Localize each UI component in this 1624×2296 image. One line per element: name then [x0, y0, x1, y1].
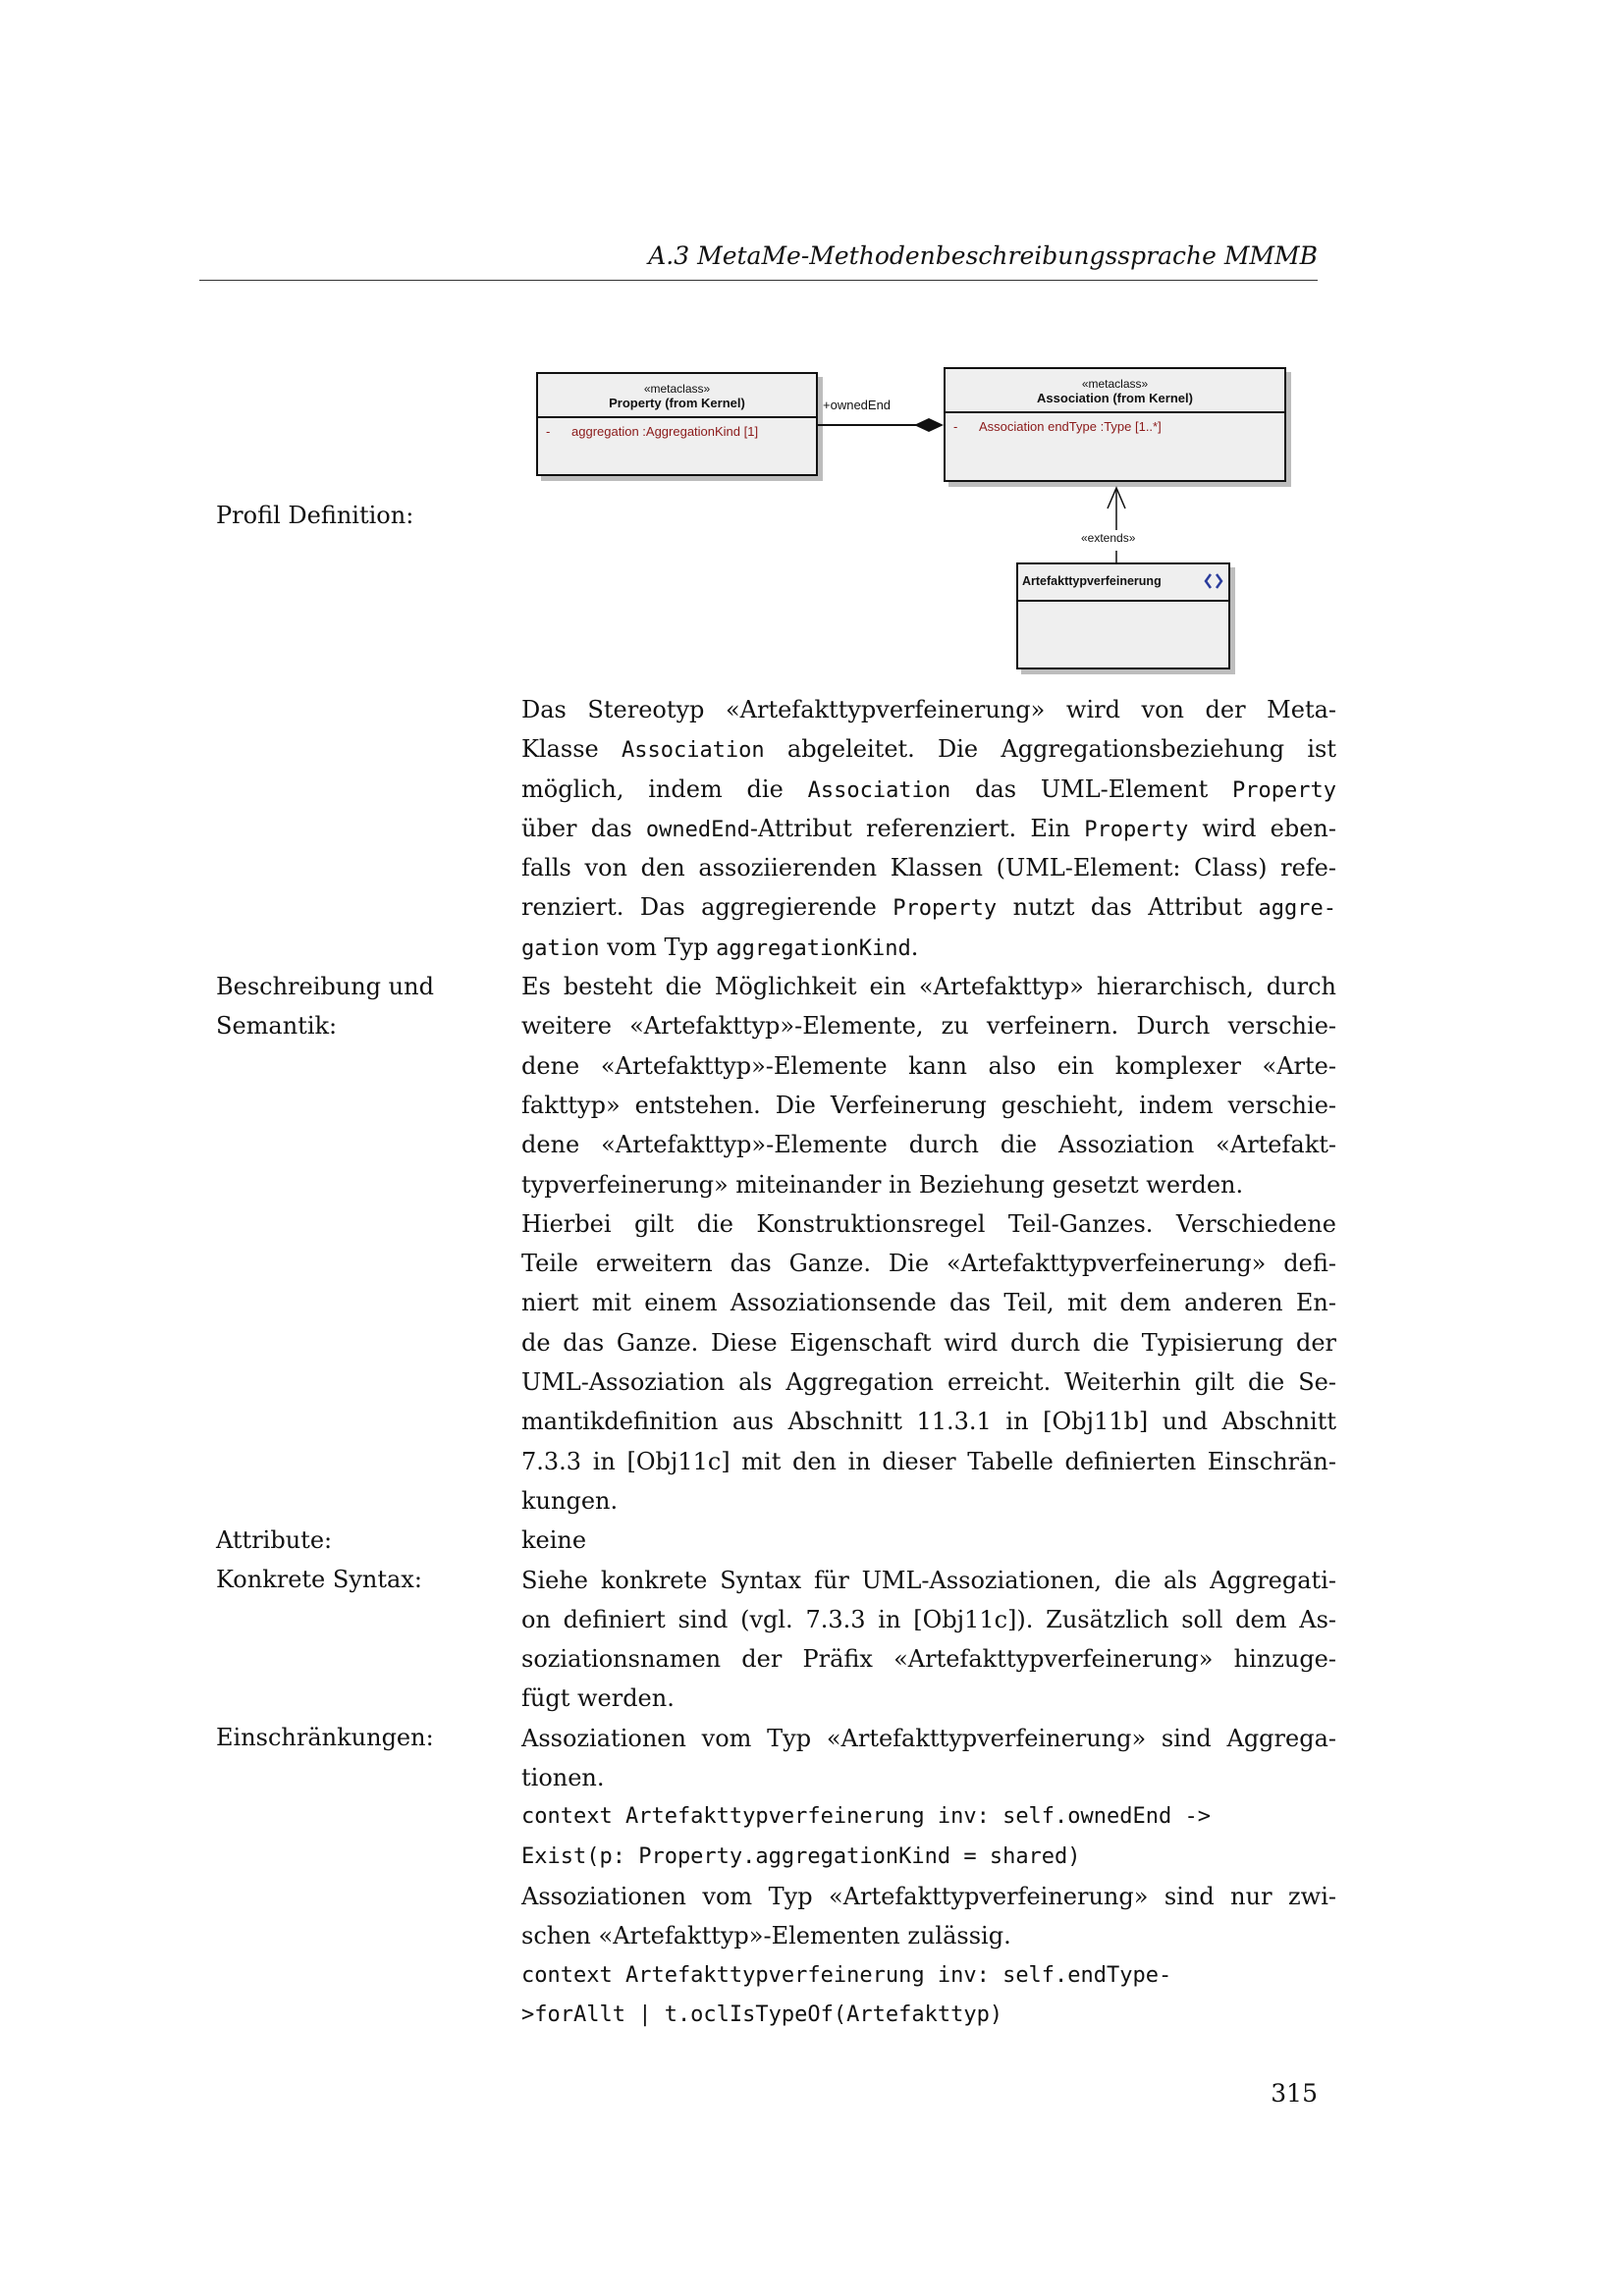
- label-attribute: Attribute:: [216, 1526, 333, 1554]
- text-line: [521, 809, 1336, 848]
- text-segment: Siehe konkrete Syntax für UML-Assoziationen, die als Aggregati-: [521, 1566, 1336, 1594]
- text-segment: Es besteht die Möglichkeit ein «Artefakttyp» hierarchisch, durch: [521, 973, 1336, 1001]
- text-segment: typverfeinerung» miteinander in Beziehung gesetzt werden.: [521, 1170, 1244, 1199]
- text-segment: kungen.: [521, 1486, 619, 1515]
- text-line: [521, 770, 1336, 809]
- text-segment: Assoziationen vom Typ «Artefakttypverfeinerung» sind Aggrega-: [521, 1724, 1336, 1752]
- text-segment: nutzt das Attribut: [997, 893, 1259, 922]
- text-segment: das UML-Element: [950, 774, 1233, 803]
- text-segment: keine: [521, 1526, 587, 1555]
- text-line: [521, 1758, 1336, 1797]
- property-stereotype: «metaclass»: [643, 382, 711, 396]
- text-line: [521, 1402, 1336, 1441]
- text-segment: .: [910, 933, 919, 961]
- label-profil-definition: Profil Definition:: [216, 502, 414, 529]
- inline-code: ownedEnd: [645, 817, 750, 842]
- text-line: [521, 1521, 1336, 1560]
- text-line: [521, 1046, 1336, 1086]
- visibility-marker: -: [546, 424, 551, 439]
- definition-body-text: [521, 690, 1336, 2035]
- text-segment: renziert. Das aggregierende: [521, 893, 893, 922]
- text-line: [521, 1916, 1336, 1955]
- text-segment: falls von den assoziierenden Klassen (UML-Element: Class) refe-: [521, 854, 1336, 882]
- label-konkrete-syntax: Konkrete Syntax:: [216, 1566, 422, 1593]
- text-line: [521, 1165, 1336, 1204]
- association-attribute: Association endType :Type [1..*]: [979, 419, 1162, 434]
- inline-code: gation: [521, 935, 600, 961]
- text-segment: Klasse: [521, 735, 622, 764]
- visibility-marker: -: [953, 419, 958, 434]
- label-einschraenkungen: Einschränkungen:: [216, 1724, 434, 1751]
- text-line: [521, 1561, 1336, 1600]
- composite-aggregation-diamond: [914, 418, 944, 432]
- inline-code: aggre-: [1258, 896, 1336, 922]
- text-line: [521, 1639, 1336, 1679]
- text-segment: weitere «Artefakttyp»-Elemente, zu verfeinern. Durch verschie-: [521, 1012, 1336, 1041]
- text-segment: fügt werden.: [521, 1684, 675, 1713]
- text-segment: abgeleitet. Die Aggregationsbeziehung ist: [764, 735, 1336, 764]
- text-line: [521, 1323, 1336, 1362]
- inline-code: Property: [1232, 777, 1336, 803]
- inline-code: aggregationKind: [716, 935, 911, 961]
- text-segment: Das Stereotyp «Artefakttypverfeinerung» wird von der Meta-: [521, 696, 1336, 723]
- text-segment: möglich, indem die: [521, 774, 808, 803]
- text-line: [521, 1244, 1336, 1283]
- label-beschreibung: Beschreibung und: [216, 973, 434, 1000]
- text-segment: de das Ganze. Diese Eigenschaft wird durch die Typisierung der: [521, 1328, 1336, 1357]
- text-segment: dene «Artefakttyp»-Elemente durch die Assoziation «Artefakt-: [521, 1131, 1336, 1159]
- association-class-name: Association (from Kernel): [1037, 391, 1193, 405]
- ocl-constraint-line: [521, 1956, 1336, 1996]
- text-line: [521, 1679, 1336, 1718]
- text-line: [521, 1442, 1336, 1481]
- text-line: [521, 1086, 1336, 1125]
- association-stereotype: «metaclass»: [1081, 377, 1149, 391]
- text-line: [521, 1362, 1336, 1402]
- ocl-constraint-line: [521, 1996, 1336, 2035]
- text-line: [521, 848, 1336, 887]
- label-semantik: Semantik:: [216, 1012, 338, 1040]
- text-segment: über das: [521, 814, 646, 842]
- text-segment: fakttyp» entstehen. Die Verfeinerung geschieht, indem verschie-: [521, 1091, 1336, 1119]
- owned-end-label: +ownedEnd: [823, 398, 892, 412]
- text-segment: wird eben-: [1188, 814, 1337, 842]
- text-segment: schen «Artefakttyp»-Elementen zulässig.: [521, 1922, 1011, 1950]
- text-segment: soziationsnamen der Präfix «Artefakttypverfeinerung» hinzuge-: [521, 1645, 1336, 1674]
- text-segment: on definiert sind (vgl. 7.3.3 in [Obj11c]). Zusätzlich soll dem As-: [521, 1605, 1336, 1633]
- text-line: [521, 1125, 1336, 1164]
- text-line: [521, 1600, 1336, 1639]
- ocl-constraint-line: [521, 1797, 1336, 1837]
- diagram-connectors: [0, 0, 1624, 687]
- text-segment: 7.3.3 in [Obj11c] mit den in dieser Tabelle definierten Einschrän-: [521, 1447, 1336, 1475]
- text-segment: UML-Assoziation als Aggregation erreicht. Weiterhin gilt die Se-: [521, 1368, 1336, 1397]
- text-segment: context Artefakttypverfeinerung inv: self.endType-: [521, 1962, 1172, 1988]
- inline-code: Property: [1084, 817, 1189, 842]
- text-segment: mantikdefinition aus Abschnitt 11.3.1 in [Obj11b] und Abschnitt: [521, 1408, 1336, 1436]
- text-segment: Exist(p: Property.aggregationKind = shared): [521, 1843, 1081, 1869]
- stereotype-name: Artefakttypverfeinerung: [1022, 574, 1162, 588]
- ocl-constraint-line: [521, 1838, 1336, 1877]
- text-segment: Hierbei gilt die Konstruktionsregel Teil-Ganzes. Verschiedene: [521, 1209, 1336, 1238]
- text-segment: >forAllt | t.oclIsTypeOf(Artefakttyp): [521, 2002, 1003, 2027]
- text-line: [521, 1877, 1336, 1916]
- text-segment: Teile erweitern das Ganze. Die «Artefakttypverfeinerung» defi-: [521, 1250, 1336, 1278]
- text-segment: vom Typ: [599, 933, 717, 961]
- text-line: [521, 690, 1336, 729]
- text-line: [521, 1204, 1336, 1244]
- text-line: [521, 887, 1336, 927]
- inline-code: Association: [807, 777, 951, 803]
- text-segment: context Artefakttypverfeinerung inv: self.ownedEnd ->: [521, 1804, 1211, 1830]
- extends-label: «extends»: [1081, 531, 1136, 545]
- text-line: [521, 967, 1336, 1006]
- text-segment: -Attribut referenziert. Ein: [749, 814, 1085, 842]
- text-segment: dene «Artefakttyp»-Elemente kann also ein komplexer «Arte-: [521, 1051, 1336, 1080]
- text-segment: Assoziationen vom Typ «Artefakttypverfeinerung» sind nur zwi-: [521, 1882, 1336, 1910]
- running-header: A.3 MetaMe-Methodenbeschreibungssprache MMMB: [648, 241, 1318, 270]
- property-attribute: aggregation :AggregationKind [1]: [571, 424, 759, 439]
- text-line: [521, 1719, 1336, 1758]
- text-line: [521, 1283, 1336, 1322]
- inline-code: Association: [621, 738, 765, 764]
- text-line: [521, 928, 1336, 967]
- text-line: [521, 1006, 1336, 1045]
- inline-code: Property: [893, 896, 998, 922]
- property-class-name: Property (from Kernel): [609, 396, 745, 410]
- text-line: [521, 729, 1336, 769]
- text-line: [521, 1481, 1336, 1521]
- page-number: 315: [1271, 2079, 1318, 2108]
- text-segment: tionen.: [521, 1764, 605, 1792]
- text-segment: niert mit einem Assoziationsende das Teil, mit dem anderen En-: [521, 1289, 1336, 1317]
